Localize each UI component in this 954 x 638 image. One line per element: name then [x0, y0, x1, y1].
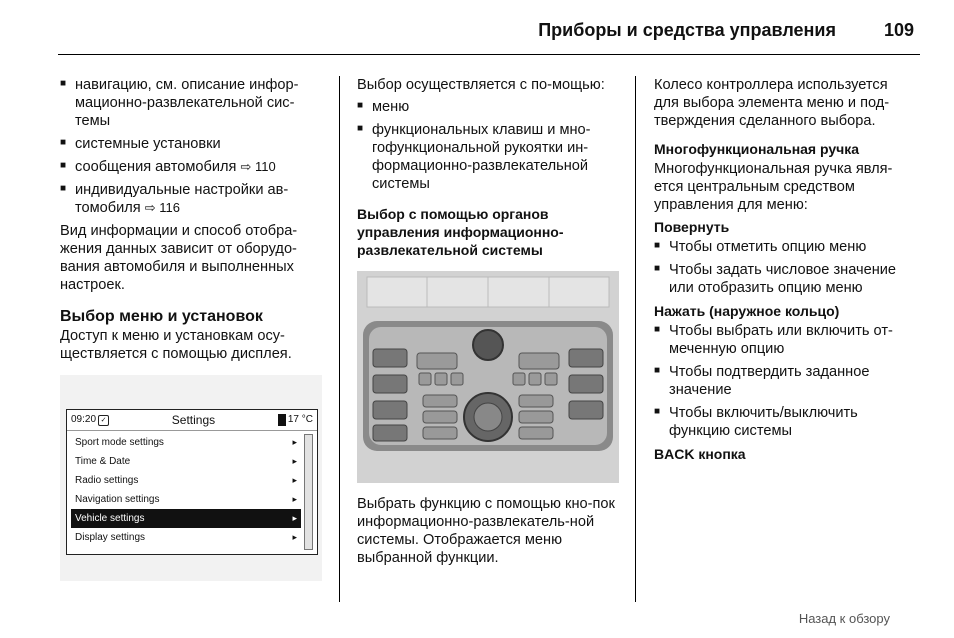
settings-menu-item[interactable]	[71, 509, 301, 528]
scrollbar[interactable]	[304, 434, 313, 550]
chevron-right-icon: ▸	[292, 532, 297, 542]
list-item: ■ Чтобы выбрать или включить от-меченную опцию	[654, 322, 916, 358]
screen-title: Settings	[171, 413, 216, 427]
screen-status-bar	[67, 410, 317, 431]
control-panel-illustration	[357, 271, 619, 483]
control-panel-photo	[357, 271, 619, 483]
column-3	[654, 76, 916, 465]
paragraph: Вид информации и способ отобра-жения данных зависит от оборудо-вания автомобиля и выполненных настроек.	[60, 223, 298, 293]
section-heading: Выбор меню и установок	[60, 308, 263, 325]
list-item: ■ системные установки	[60, 135, 328, 153]
clock-icon: ✓	[98, 415, 109, 426]
column-divider-2	[635, 76, 636, 602]
settings-menu-item-label: Radio settings	[75, 475, 139, 486]
chevron-right-icon: ▸	[292, 437, 297, 447]
settings-menu-item[interactable]	[71, 490, 301, 509]
sub-heading: Повернуть	[654, 219, 730, 235]
chevron-right-icon: ▸	[292, 494, 297, 504]
list-item: ■ Чтобы включить/выключить функцию системы	[654, 404, 916, 440]
list-item: ■ функциональных клавиш и мно-гофункциональной рукоятки ин-формационно-развлекательной системы	[357, 121, 621, 193]
paragraph: Многофункциональная ручка явля-ется центральным средством управления для меню:	[654, 161, 893, 213]
settings-menu-item-label: Vehicle settings	[75, 513, 145, 524]
chevron-right-icon: ▸	[292, 456, 297, 466]
screen-temperature: 17 °C	[287, 414, 313, 425]
list-item: ■ Чтобы отметить опцию меню	[654, 238, 916, 256]
settings-menu-item-label: Sport mode settings	[75, 437, 164, 448]
settings-menu-item[interactable]	[71, 452, 301, 471]
settings-list	[71, 433, 301, 547]
settings-menu-item[interactable]	[71, 433, 301, 452]
settings-menu-item-label: Display settings	[75, 532, 146, 543]
list-item: ■ Чтобы задать числовое значение или отобразить опцию меню	[654, 261, 916, 297]
paragraph: Доступ к меню и установкам осу-ществляется с помощью дисплея.	[60, 328, 292, 362]
chevron-right-icon: ▸	[292, 475, 297, 485]
list-item: ■ индивидуальные настройки ав-томобиля ⇨ 116	[60, 181, 328, 217]
column-divider-1	[339, 76, 340, 602]
thermometer-icon	[278, 414, 286, 426]
settings-menu-item-label: Time & Date	[75, 456, 131, 467]
back-to-overview-link[interactable]: Назад к обзору	[798, 611, 890, 626]
header-title: Приборы и средства управления	[538, 20, 836, 40]
settings-screen	[66, 409, 318, 555]
list-item: ■ меню	[357, 98, 621, 116]
settings-menu-item-label: Navigation settings	[75, 494, 160, 505]
header-rule	[58, 54, 920, 55]
section-heading: Многофункциональная ручка	[654, 141, 860, 157]
sub-heading: Нажать (наружное кольцо)	[654, 303, 840, 319]
chevron-right-icon: ▸	[292, 513, 297, 523]
cross-reference-link[interactable]: ⇨ 110	[240, 159, 276, 174]
column-2	[357, 76, 621, 571]
column-1	[60, 76, 328, 581]
page-number: 109	[884, 20, 915, 40]
settings-menu-item[interactable]	[71, 471, 301, 490]
list-item: ■ навигацию, см. описание инфор-мационно-развлекательной сис-темы	[60, 76, 328, 130]
sub-heading: BACK кнопка	[654, 446, 746, 462]
list-item: ■ сообщения автомобиля ⇨ 110	[60, 158, 328, 176]
paragraph: Выбор осуществляется с по-мощью:	[357, 77, 605, 93]
paragraph: Колесо контроллера используется для выбора элемента меню и под-тверждения сделанного выбора.	[654, 77, 890, 129]
settings-menu-item[interactable]	[71, 528, 301, 547]
screen-time: 09:20	[71, 414, 97, 425]
section-heading: Выбор с помощью органов управления информационно-развлекательной системы	[357, 206, 564, 258]
cross-reference-link[interactable]: ⇨ 116	[144, 200, 181, 215]
caption: Выбрать функцию с помощью кно-пок информационно-развлекатель-ной системы. Отображается меню выбранной функции.	[357, 496, 615, 566]
display-photo	[60, 375, 322, 581]
list-item: ■ Чтобы подтвердить заданное значение	[654, 363, 916, 399]
